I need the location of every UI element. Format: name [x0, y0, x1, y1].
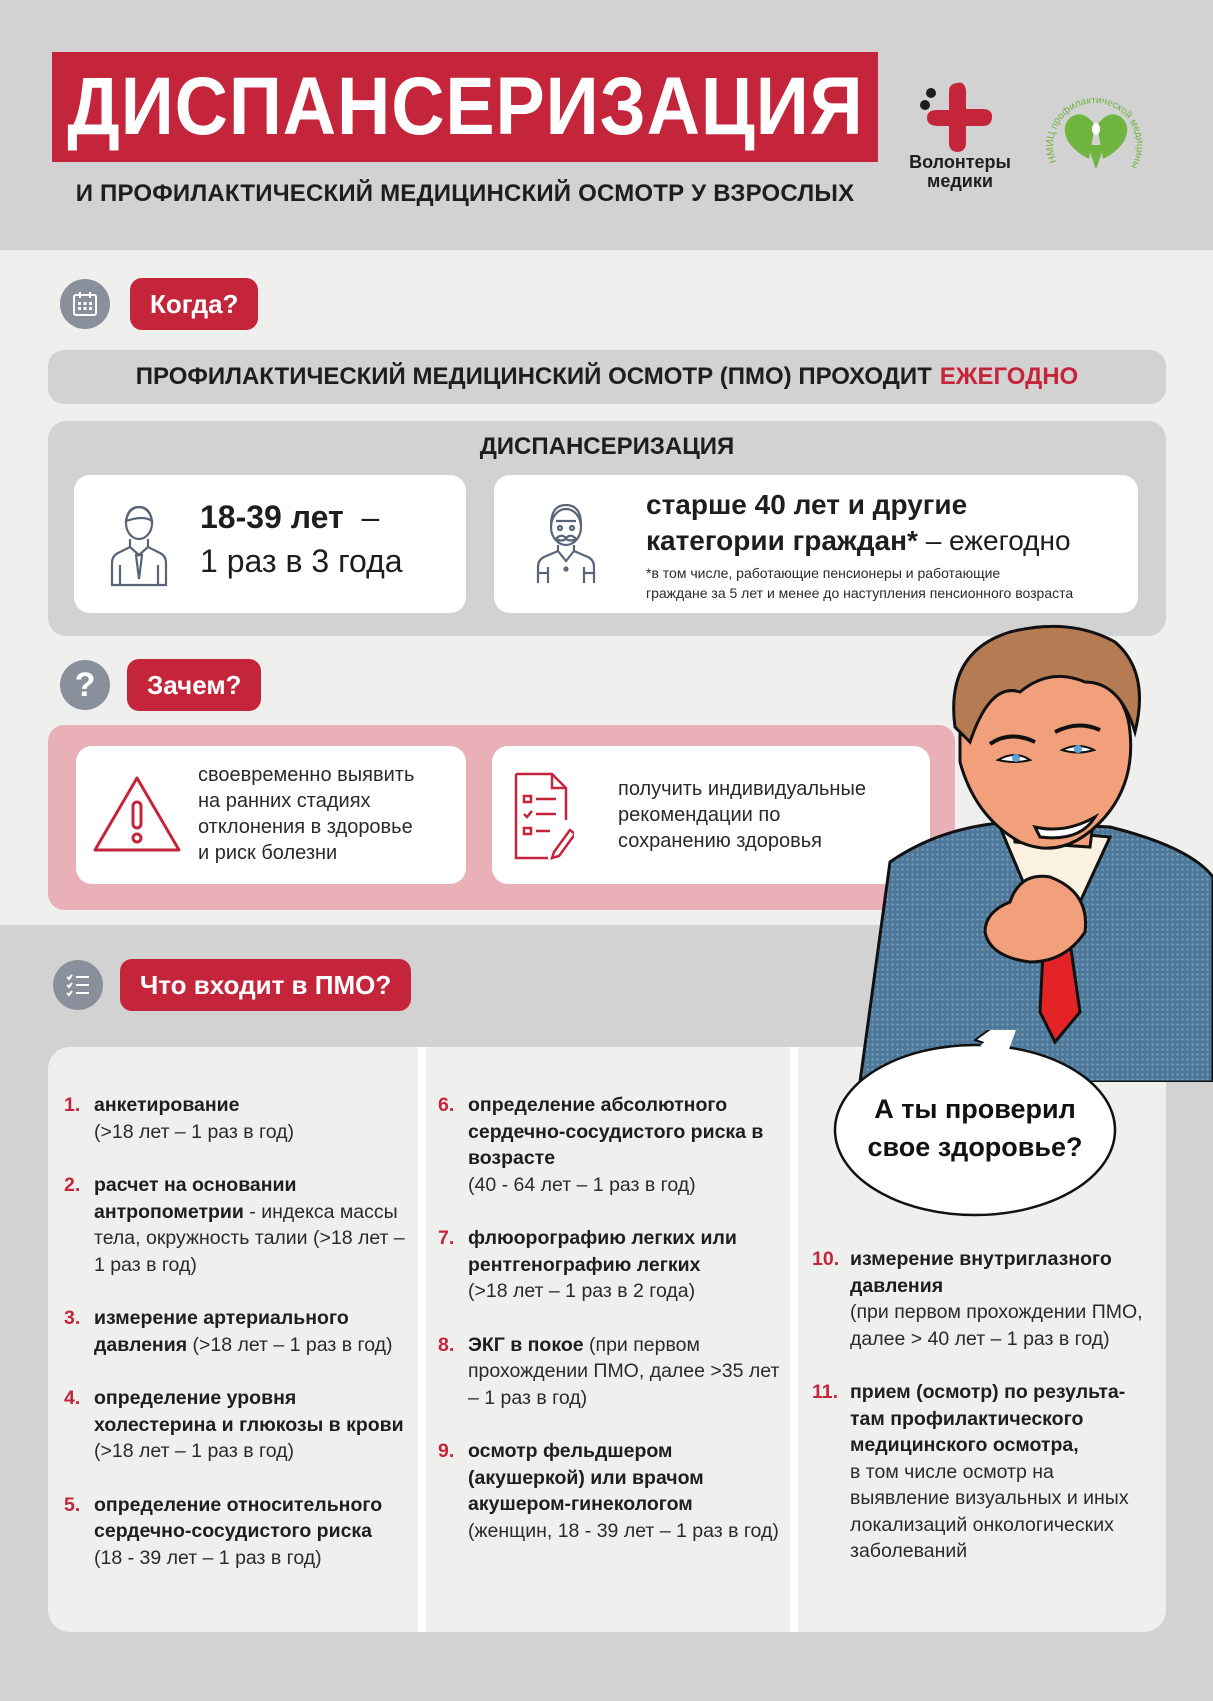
calendar-icon [60, 279, 110, 329]
what-heading: Что входит в ПМО? [120, 959, 411, 1011]
page-subtitle: И ПРОФИЛАКТИЧЕСКИЙ МЕДИЦИНСКИЙ ОСМОТР У ВЗРОСЛЫХ [75, 180, 855, 207]
when-heading: Когда? [130, 278, 258, 330]
list-item: 2. расчет на основании антропометрии - индекса массы тела, окружность талии (>18 лет – 1 раз в год) [64, 1174, 405, 1276]
pmo-list-col-2 [438, 1092, 783, 1571]
list-item: 4. определение уровня холестерина и глюкозы в крови (>18 лет – 1 раз в год) [64, 1387, 404, 1462]
checklist-pencil-icon [512, 770, 574, 867]
list-item: 1. анкетирование (>18 лет – 1 раз в год) [64, 1094, 295, 1143]
pmo-list-col-1 [64, 1092, 414, 1598]
pmo-frequency-bar: ПРОФИЛАКТИЧЕСКИЙ МЕДИЦИНСКИЙ ОСМОТР (ПМО) ПРОХОДИТ ЕЖЕГОДНО [48, 350, 1166, 404]
page-title-box [52, 52, 878, 162]
speech-bubble: А ты проверил свое здоровье? [830, 1030, 1120, 1220]
question-icon: ? [60, 660, 110, 710]
older-man-icon [534, 501, 598, 590]
column-divider [418, 1047, 426, 1632]
list-item: 8. ЭКГ в покое (при первом прохождении ПМО, далее >35 лет – 1 раз в год) [438, 1333, 780, 1409]
why-card-early-detection: своевременно выявить на ранних стадиях отклонения в здоровье и риск болезни [76, 746, 466, 884]
dispensary-title: ДИСПАНСЕРИЗАЦИЯ [479, 433, 735, 460]
frequency-young: 1 раз в 3 года [200, 543, 403, 579]
page-title: ДИСПАНСЕРИЗАЦИЯ [66, 61, 864, 152]
card-over-40: старше 40 лет и другие категории граждан* – ежегодно *в том числе, работающие пенсионеры и работающие граждане за 5 лет и менее до наступления пенсионного возраста [494, 475, 1138, 613]
footnote: *в том числе, работающие пенсионеры и работающие граждане за 5 лет и менее до наступления пенсионного возраста [646, 565, 1074, 601]
column-divider [790, 1047, 798, 1632]
nmic-logo [1040, 85, 1150, 185]
list-item: 10. измерение внутриглазного давления (при первом прохождении ПМО, далее > 40 лет – 1 раз в год) [812, 1248, 1143, 1350]
pmo-frequency-accent: ЕЖЕГОДНО [939, 363, 1079, 390]
card-18-39: 18-39 лет – 1 раз в 3 года [74, 475, 466, 613]
warning-icon [91, 774, 183, 861]
pointing-man-illustration [850, 612, 1213, 1082]
list-item: 7. флюорографию легких или рентгенографию легких (>18 лет – 1 раз в 2 года) [438, 1227, 737, 1302]
age-range-young: 18-39 лет [200, 499, 344, 535]
list-item: 5. определение относительного сердечно-сосудистого риска (18 - 39 лет – 1 раз в год) [64, 1493, 383, 1569]
svg-text:НМИЦ профилактической медицины: НМИЦ профилактической медицины [1044, 95, 1146, 171]
older-category-line2: категории граждан* [646, 525, 918, 556]
list-item: 3. измерение артериального давления (>18 лет – 1 раз в год) [64, 1307, 393, 1356]
list-item: 11. прием (осмотр) по результа-там профилактического медицинского осмотра, в том числе осмотр на выявление визуальных и иных локализаций онкологических заболеваний [812, 1381, 1129, 1562]
volunteers-medics-logo: Волонтеры медики [905, 75, 1015, 195]
list-item: 9. осмотр фельдшером (акушеркой) или врачом акушером-гинекологом (женщин, 18 - 39 лет – 1 раз в год) [438, 1440, 779, 1542]
why-card-recommendations: получить индивидуальные рекомендации по сохранению здоровья [492, 746, 930, 884]
checklist-icon [53, 960, 103, 1010]
why-heading: Зачем? [127, 659, 261, 711]
red-cross-icon [905, 75, 1015, 153]
list-item: 6. определение абсолютного сердечно-сосудистого риска в возрасте (40 - 64 лет – 1 раз в год) [438, 1094, 764, 1196]
young-man-icon [110, 503, 168, 592]
older-category-line1: старше 40 лет и другие [646, 489, 968, 520]
pmo-list-col-3 [812, 1246, 1157, 1592]
nmic-heart-person-icon [1040, 85, 1150, 185]
